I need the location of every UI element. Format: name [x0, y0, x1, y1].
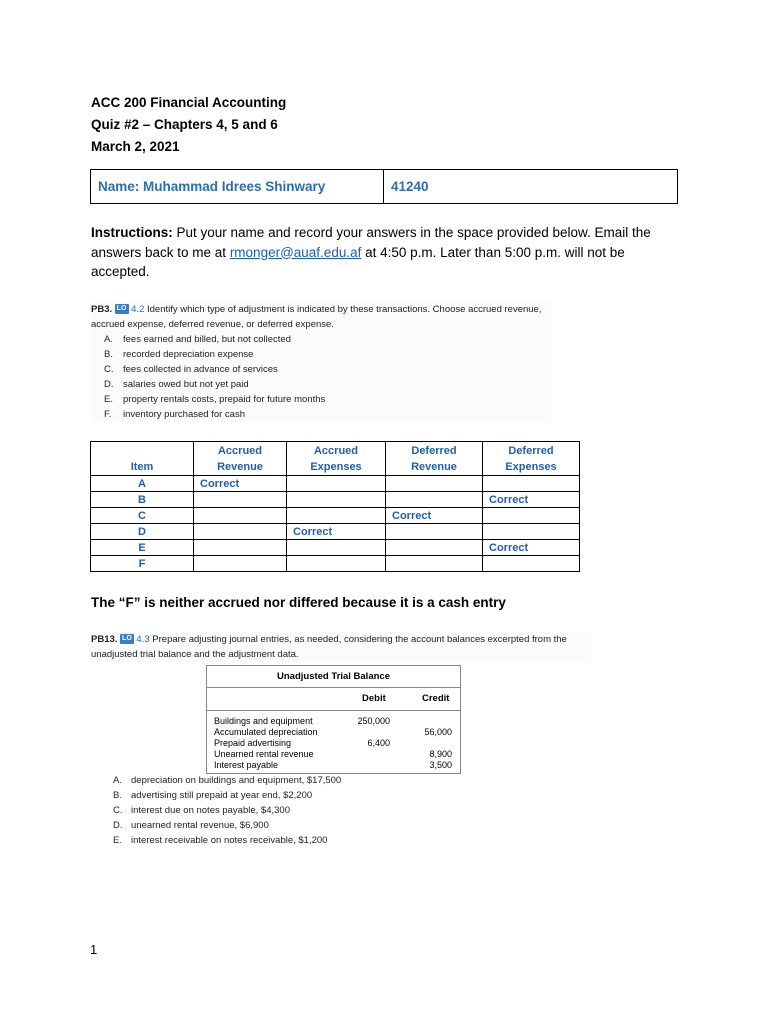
option-text: property rentals costs, prepaid for future months	[123, 394, 326, 405]
instructions-label: Instructions:	[91, 225, 173, 240]
account-name: Accumulated depreciation	[214, 727, 318, 737]
pb13-prompt-text: Prepare adjusting journal entries, as needed, considering the account balances excerpted from the unadjusted trial balance and the adjustment data.	[91, 634, 567, 660]
trial-balance-title: Unadjusted Trial Balance	[207, 666, 460, 688]
list-item	[91, 362, 551, 377]
deferred-revenue-cell	[386, 540, 483, 556]
accrued-revenue-cell	[194, 524, 287, 540]
table-header-row	[91, 442, 580, 476]
account-name: Buildings and equipment	[214, 716, 313, 726]
accrued-expenses-cell	[287, 556, 386, 572]
account-name: Prepaid advertising	[214, 738, 292, 748]
pb3-prompt-text: Identify which type of adjustment is indicated by these transactions. Choose accrued revenue, accrued expense, deferred revenue, or deferred expense.	[91, 304, 542, 330]
list-item	[91, 347, 551, 362]
item-cell: A	[91, 476, 194, 492]
accrued-revenue-cell	[194, 508, 287, 524]
option-letter: E.	[104, 394, 113, 405]
answer-table	[90, 441, 580, 572]
instructions	[91, 223, 681, 282]
pb3-prompt	[91, 302, 551, 332]
table-row	[207, 749, 460, 760]
option-letter: F.	[104, 409, 112, 420]
pb3-options	[91, 332, 551, 422]
credit-value: 3,500	[429, 760, 452, 770]
option-text: recorded depreciation expense	[123, 349, 254, 360]
pb13-lo-number: 4.3	[136, 634, 150, 645]
pb13-options	[113, 773, 341, 848]
deferred-expenses-cell	[483, 524, 580, 540]
option-letter: E.	[113, 835, 122, 846]
email-link[interactable]: rmonger@auaf.edu.af	[229, 244, 362, 260]
option-text: fees earned and billed, but not collected	[123, 334, 291, 345]
item-cell: D	[91, 524, 194, 540]
option-text: inventory purchased for cash	[123, 409, 245, 420]
option-text: unearned rental revenue, $6,900	[131, 820, 269, 831]
table-row	[207, 738, 460, 749]
deferred-expenses-cell	[483, 556, 580, 572]
credit-value: 56,000	[424, 727, 452, 737]
credit-header: Credit	[422, 693, 450, 704]
option-letter: C.	[104, 364, 114, 375]
option-text: depreciation on buildings and equipment, $17,500	[131, 775, 342, 786]
deferred-revenue-cell	[386, 492, 483, 508]
credit-value: 8,900	[429, 749, 452, 759]
table-row	[91, 492, 580, 508]
trial-balance-rows	[207, 711, 460, 771]
list-item	[91, 392, 551, 407]
instructions-text-1: Put your name and record your answers in the space provided below. Email the answers back to me at	[91, 225, 651, 260]
problem-pb3	[91, 302, 551, 422]
trial-balance-table	[206, 665, 461, 774]
course-title: ACC 200 Financial Accounting	[91, 95, 287, 110]
student-name: Name: Muhammad Idrees Shinwary	[91, 170, 384, 204]
table-row	[207, 727, 460, 738]
account-name: Unearned rental revenue	[214, 749, 314, 759]
table-row	[207, 760, 460, 771]
option-text: interest receivable on notes receivable, $1,200	[131, 835, 328, 846]
header-deferred-revenue: Deferred Revenue	[386, 442, 483, 476]
deferred-expenses-cell: Correct	[483, 492, 580, 508]
item-cell: F	[91, 556, 194, 572]
account-name: Interest payable	[214, 760, 279, 770]
accrued-expenses-cell: Correct	[287, 524, 386, 540]
table-row	[91, 476, 580, 492]
header-accrued-revenue: Accrued Revenue	[194, 442, 287, 476]
answer-note: The “F” is neither accrued nor differed because it is a cash entry	[91, 595, 506, 610]
deferred-expenses-cell: Correct	[483, 540, 580, 556]
learning-objective-icon: LO	[122, 635, 132, 643]
list-item	[113, 788, 341, 803]
option-letter: A.	[104, 334, 113, 345]
debit-header: Debit	[362, 693, 386, 704]
option-letter: A.	[113, 775, 122, 786]
item-cell: C	[91, 508, 194, 524]
accrued-expenses-cell	[287, 492, 386, 508]
list-item	[113, 773, 341, 788]
accrued-expenses-cell	[287, 540, 386, 556]
pb13-label: PB13.	[91, 634, 118, 645]
item-cell: E	[91, 540, 194, 556]
table-row	[91, 540, 580, 556]
quiz-date: March 2, 2021	[91, 139, 180, 154]
deferred-expenses-cell	[483, 508, 580, 524]
deferred-revenue-cell	[386, 556, 483, 572]
problem-pb13	[91, 632, 591, 662]
pb3-lo-number: 4.2	[131, 304, 145, 315]
header-deferred-expenses: Deferred Expenses	[483, 442, 580, 476]
pb3-label: PB3.	[91, 304, 113, 315]
accrued-revenue-cell	[194, 492, 287, 508]
option-text: interest due on notes payable, $4,300	[131, 805, 290, 816]
accrued-revenue-cell	[194, 556, 287, 572]
deferred-revenue-cell	[386, 524, 483, 540]
deferred-revenue-cell	[386, 476, 483, 492]
student-id: 41240	[384, 170, 678, 204]
option-letter: D.	[113, 820, 123, 831]
option-letter: B.	[104, 349, 113, 360]
option-letter: D.	[104, 379, 114, 390]
item-cell: B	[91, 492, 194, 508]
list-item	[113, 803, 341, 818]
debit-value: 250,000	[357, 716, 390, 726]
deferred-expenses-cell	[483, 476, 580, 492]
page-number: 1	[90, 942, 98, 957]
accrued-expenses-cell	[287, 508, 386, 524]
table-row	[91, 524, 580, 540]
option-text: salaries owed but not yet paid	[123, 379, 249, 390]
option-letter: C.	[113, 805, 123, 816]
learning-objective-icon: LO	[116, 305, 127, 313]
quiz-title: Quiz #2 – Chapters 4, 5 and 6	[91, 117, 278, 132]
header-accrued-expenses: Accrued Expenses	[287, 442, 386, 476]
deferred-revenue-cell: Correct	[386, 508, 483, 524]
list-item	[113, 818, 341, 833]
option-text: fees collected in advance of services	[123, 364, 278, 375]
option-text: advertising still prepaid at year end, $2,200	[131, 790, 313, 801]
header-item: Item	[91, 442, 194, 476]
list-item	[113, 833, 341, 848]
trial-balance-header	[207, 688, 460, 711]
debit-value: 6,400	[367, 738, 390, 748]
student-info-table	[90, 169, 678, 204]
list-item	[91, 332, 551, 347]
option-letter: B.	[113, 790, 122, 801]
accrued-expenses-cell	[287, 476, 386, 492]
instructions-text-2: at 4:50 p.m. Later than 5:00 p.m. will not be accepted.	[91, 244, 625, 279]
document-header	[91, 92, 286, 158]
table-row	[91, 508, 580, 524]
table-row	[207, 716, 460, 727]
accrued-revenue-cell: Correct	[194, 476, 287, 492]
list-item	[91, 407, 551, 422]
list-item	[91, 377, 551, 392]
accrued-revenue-cell	[194, 540, 287, 556]
table-row	[91, 556, 580, 572]
